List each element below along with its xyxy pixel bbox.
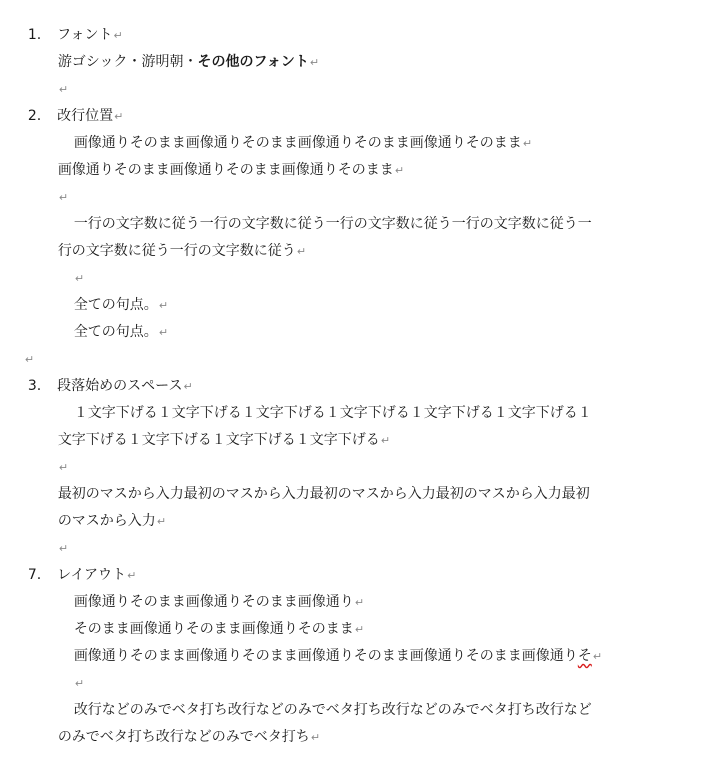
body-text: 画像通りそのまま画像通りそのまま画像通りそのまま画像通りそのまま画像通り: [73, 648, 578, 664]
font-names-text: 游ゴシック・游明朝・: [57, 54, 198, 70]
body-text: 最初のマスから入力最初のマスから入力最初のマスから入力最初のマスから入力最初: [57, 486, 590, 502]
paragraph-mark-icon: ↵: [74, 272, 85, 285]
body-text: 一行の文字数に従う一行の文字数に従う一行の文字数に従う一行の文字数に従う一: [73, 216, 592, 232]
body-line[interactable]: [40, 407, 391, 448]
empty-paragraph[interactable]: [56, 245, 85, 285]
paragraph-mark-icon: ↵: [114, 110, 124, 123]
body-line[interactable]: [40, 488, 167, 529]
body-line[interactable]: [56, 110, 533, 151]
body-text: 画像通りそのまま画像通りそのまま画像通りそのまま: [57, 162, 394, 178]
paragraph-mark-icon: ↵: [354, 596, 365, 609]
paragraph-mark-icon: ↵: [394, 164, 405, 177]
paragraph-mark-icon: ↵: [58, 461, 69, 474]
body-text: 文字下げる１文字下げる１文字下げる１文字下げる: [57, 432, 380, 448]
paragraph-mark-icon: ↵: [380, 434, 391, 447]
paragraph-mark-icon: ↵: [310, 731, 321, 744]
body-text: 画像通りそのまま画像通りそのまま画像通り: [73, 594, 354, 610]
paragraph-mark-icon: ↵: [309, 56, 320, 69]
paragraph-mark-icon: ↵: [183, 380, 193, 393]
list-number: 7.: [27, 567, 42, 583]
body-line[interactable]: [56, 596, 365, 637]
body-line[interactable]: [40, 137, 405, 178]
body-line[interactable]: [40, 461, 590, 502]
paragraph-mark-icon: ↵: [58, 191, 69, 204]
section-3-heading[interactable]: [10, 353, 193, 394]
paragraph-mark-icon: ↵: [592, 650, 603, 663]
paragraph-mark-icon: ↵: [158, 299, 169, 312]
section-7-heading[interactable]: [10, 542, 137, 583]
body-line[interactable]: [56, 299, 169, 340]
paragraph-mark-icon: ↵: [127, 569, 137, 582]
body-line[interactable]: [56, 272, 169, 313]
paragraph-mark-icon: ↵: [74, 677, 85, 690]
list-number: 2.: [27, 108, 42, 124]
body-text: 改行などのみでベタ打ち改行などのみでベタ打ち改行などのみでベタ打ち改行など: [73, 702, 592, 718]
heading-text: 改行位置: [57, 108, 114, 124]
paragraph-mark-icon: ↵: [296, 245, 307, 258]
body-text: 行の文字数に従う一行の文字数に従う: [57, 243, 296, 259]
body-text: １文字下げる１文字下げる１文字下げる１文字下げる１文字下げる１文字下げる１: [73, 405, 592, 421]
paragraph-mark-icon: ↵: [58, 542, 69, 555]
section-1-heading[interactable]: [10, 2, 123, 43]
paragraph-mark-icon: ↵: [158, 326, 169, 339]
empty-paragraph[interactable]: [40, 434, 69, 474]
body-line[interactable]: [40, 704, 321, 745]
heading-text: 段落始めのスペース: [57, 378, 183, 394]
list-number: 3.: [27, 378, 42, 394]
empty-paragraph[interactable]: [40, 515, 69, 555]
body-text: のマスから入力: [57, 513, 156, 529]
section-2-heading[interactable]: [10, 83, 124, 124]
empty-paragraph[interactable]: [6, 326, 35, 366]
empty-paragraph[interactable]: [56, 650, 85, 690]
body-text: 全ての句点。: [73, 297, 158, 313]
spelling-flag-text[interactable]: そ: [577, 648, 592, 664]
body-line[interactable]: [56, 677, 592, 718]
paragraph-mark-icon: ↵: [58, 83, 69, 96]
list-number: 1.: [27, 27, 42, 43]
body-text: 画像通りそのまま画像通りそのまま画像通りそのまま画像通りそのまま: [73, 135, 522, 151]
body-line[interactable]: [56, 380, 592, 421]
paragraph-mark-icon: ↵: [113, 29, 123, 42]
empty-paragraph[interactable]: [40, 164, 69, 204]
paragraph-mark-icon: ↵: [24, 353, 35, 366]
paragraph-mark-icon: ↵: [156, 515, 167, 528]
font-line[interactable]: [40, 29, 320, 70]
paragraph-mark-icon: ↵: [522, 137, 533, 150]
heading-text: フォント: [57, 27, 113, 43]
body-text: そのまま画像通りそのまま画像通りそのまま: [73, 621, 354, 637]
body-line[interactable]: [56, 191, 592, 232]
paragraph-mark-icon: ↵: [354, 623, 365, 636]
body-line[interactable]: [40, 218, 307, 259]
empty-paragraph[interactable]: [40, 56, 69, 96]
body-text: 全ての句点。: [73, 324, 158, 340]
other-fonts-bold-text: その他のフォント: [197, 54, 309, 70]
heading-text: レイアウト: [57, 567, 127, 583]
body-line[interactable]: [56, 623, 603, 664]
body-text: のみでベタ打ち改行などのみでベタ打ち: [57, 729, 310, 745]
body-line[interactable]: [56, 569, 365, 610]
